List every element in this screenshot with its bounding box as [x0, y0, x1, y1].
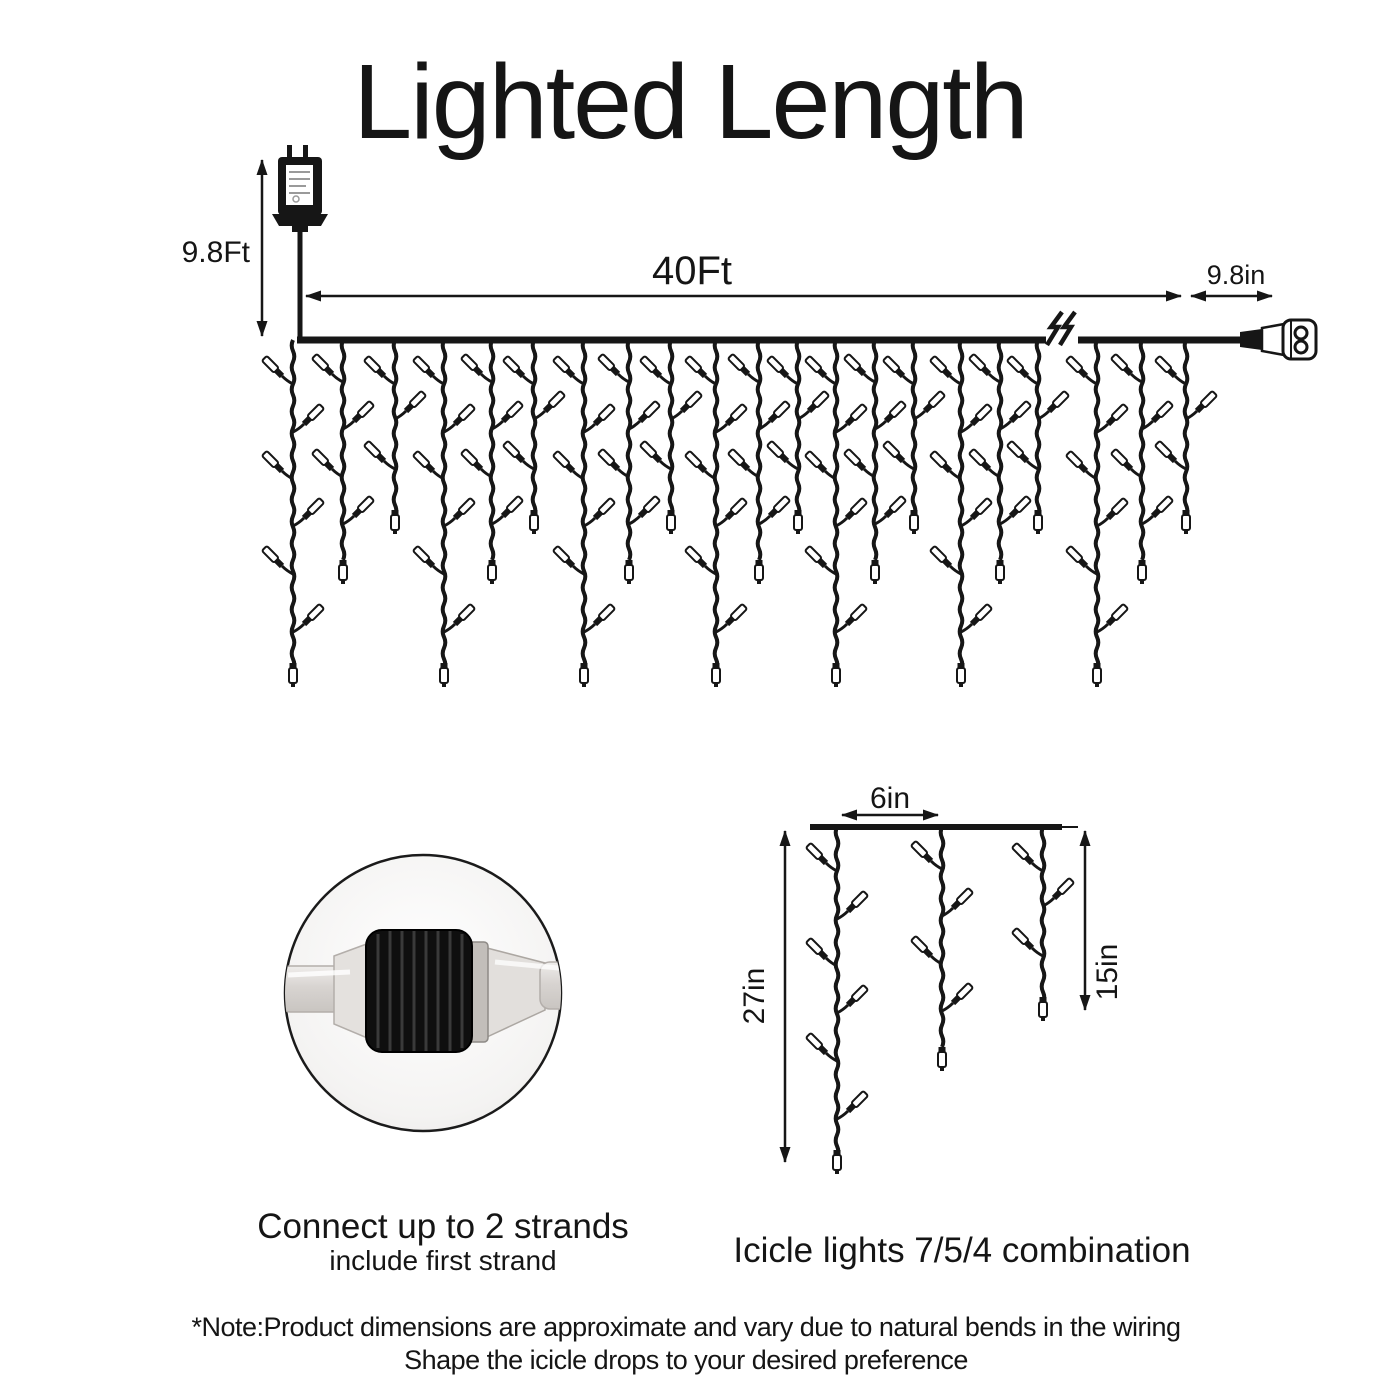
note-line2: Shape the icicle drops to your desired preference [404, 1345, 968, 1375]
light-bulb [930, 451, 953, 474]
light-bulb [1066, 356, 1089, 379]
tip-bulb [938, 1047, 946, 1071]
icicle-drop-medium [598, 340, 660, 584]
light-bulb [1111, 354, 1134, 377]
light-bulb [806, 938, 829, 961]
light-bulb [553, 356, 576, 379]
light-bulb [553, 546, 576, 569]
light-bulb [404, 391, 427, 414]
tip-bulb [832, 663, 840, 687]
tip-bulb [488, 560, 496, 584]
icicle-drop-medium [461, 340, 523, 584]
light-bulb [638, 496, 661, 519]
light-bulb [1106, 404, 1129, 427]
light-bulb [1009, 401, 1032, 424]
end-lead-label: 9.8in [1206, 260, 1266, 290]
light-bulb [453, 604, 476, 627]
icicle-drop-long [262, 340, 324, 687]
light-bulb [805, 356, 828, 379]
light-bulb [1106, 604, 1129, 627]
light-bulb [312, 354, 335, 377]
light-bulb [352, 401, 375, 424]
light-bulb [640, 441, 663, 464]
power-plug-icon [272, 145, 328, 340]
light-bulb [593, 404, 616, 427]
lighted-length-dimension [306, 249, 1181, 296]
light-bulb [352, 496, 375, 519]
tip-bulb [1034, 510, 1042, 534]
icicle-drop-short [1012, 827, 1074, 1021]
connect-subcaption: include first strand [329, 1245, 557, 1276]
light-bulb [503, 356, 526, 379]
mini-diagram [738, 782, 1124, 1174]
light-bulb [1155, 441, 1178, 464]
icicle-drop-medium [1111, 340, 1173, 584]
light-bulb [413, 451, 436, 474]
light-bulb [846, 1091, 869, 1114]
light-bulb [845, 404, 868, 427]
curtain-drops [262, 340, 1217, 687]
light-bulb [767, 356, 790, 379]
light-bulb [1007, 356, 1030, 379]
tip-bulb [1182, 510, 1190, 534]
icicle-drop-long [685, 340, 747, 687]
icicle-drop-long [806, 827, 868, 1174]
light-bulb [1009, 496, 1032, 519]
lead-length-label: 9.8Ft [181, 236, 250, 269]
icicle-drop-medium [728, 340, 790, 584]
tip-bulb [794, 510, 802, 534]
light-bulb [1106, 498, 1129, 521]
short-drop-label: 15in [1091, 943, 1124, 1001]
light-bulb [461, 449, 484, 472]
light-bulb [312, 449, 335, 472]
icicle-drop-medium [844, 340, 906, 584]
light-bulb [1012, 843, 1035, 866]
light-bulb [951, 983, 974, 1006]
light-bulb [930, 356, 953, 379]
combination-caption: Icicle lights 7/5/4 combination [733, 1231, 1191, 1270]
light-bulb [930, 546, 953, 569]
light-bulb [685, 451, 708, 474]
tip-bulb [530, 510, 538, 534]
light-bulb [501, 401, 524, 424]
light-bulb [503, 441, 526, 464]
light-bulb [970, 498, 993, 521]
tip-bulb [1093, 663, 1101, 687]
light-bulb [1151, 496, 1174, 519]
light-bulb [598, 449, 621, 472]
light-bulb [1195, 391, 1218, 414]
icicle-drop-short [364, 340, 426, 534]
long-drop-label: 27in [738, 967, 771, 1025]
light-bulb [1066, 546, 1089, 569]
light-bulb [1047, 391, 1070, 414]
tip-bulb [871, 560, 879, 584]
light-bulb [725, 498, 748, 521]
light-bulb [685, 356, 708, 379]
light-bulb [680, 391, 703, 414]
lighted-length-label: 40Ft [651, 249, 733, 293]
long-drop-dimension [738, 831, 785, 1162]
drop-spacing-label: 6in [869, 782, 911, 815]
light-bulb [883, 356, 906, 379]
tip-bulb [580, 663, 588, 687]
icicle-drop-medium [312, 340, 374, 584]
light-bulb [970, 604, 993, 627]
tip-bulb [957, 663, 965, 687]
light-bulb [725, 404, 748, 427]
tip-bulb [440, 663, 448, 687]
light-bulb [262, 356, 285, 379]
tip-bulb [833, 1150, 841, 1174]
tip-bulb [712, 663, 720, 687]
light-bulb [767, 441, 790, 464]
tip-bulb [667, 510, 675, 534]
light-bulb [453, 498, 476, 521]
light-bulb [806, 1033, 829, 1056]
tip-bulb [339, 560, 347, 584]
tip-bulb [391, 510, 399, 534]
light-bulb [1111, 449, 1134, 472]
light-bulb [725, 604, 748, 627]
light-bulb [461, 354, 484, 377]
light-bulb [501, 496, 524, 519]
light-bulb [807, 391, 830, 414]
light-bulb [685, 546, 708, 569]
light-bulb [846, 891, 869, 914]
light-bulb [728, 354, 751, 377]
light-bulb [453, 404, 476, 427]
light-bulb [543, 391, 566, 414]
light-bulb [1007, 441, 1030, 464]
light-bulb [805, 451, 828, 474]
mini-drops [806, 827, 1074, 1174]
light-bulb [805, 546, 828, 569]
light-bulb [593, 604, 616, 627]
light-bulb [951, 888, 974, 911]
light-bulb [768, 401, 791, 424]
light-bulb [640, 356, 663, 379]
short-drop-dimension [1085, 831, 1124, 1010]
tip-bulb [996, 560, 1004, 584]
light-bulb [806, 843, 829, 866]
light-bulb [845, 604, 868, 627]
light-bulb [883, 441, 906, 464]
light-bulb [768, 496, 791, 519]
light-bulb [884, 496, 907, 519]
light-bulb [1012, 928, 1035, 951]
light-bulb [911, 936, 934, 959]
light-bulb [970, 404, 993, 427]
light-bulb [884, 401, 907, 424]
tip-bulb [755, 560, 763, 584]
light-bulb [413, 546, 436, 569]
lead-length-dimension [182, 160, 262, 336]
light-bulb [302, 604, 325, 627]
light-bulb [923, 391, 946, 414]
light-bulb [262, 451, 285, 474]
icicle-drop-long [1066, 340, 1128, 687]
note-line1: *Note:Product dimensions are approximate and vary due to natural bends in the wiring [191, 1312, 1181, 1342]
light-bulb [638, 401, 661, 424]
light-bulb [728, 449, 751, 472]
tip-bulb [910, 510, 918, 534]
light-bulb [969, 449, 992, 472]
twist-coupler [366, 930, 472, 1052]
light-bulb [1155, 356, 1178, 379]
icicle-drop-medium [969, 340, 1031, 584]
light-bulb [302, 498, 325, 521]
page-title: Lighted Length [353, 43, 1027, 161]
light-bulb [1151, 401, 1174, 424]
light-bulb [413, 356, 436, 379]
icicle-drop-medium [911, 827, 973, 1071]
light-bulb [364, 441, 387, 464]
light-bulb [553, 451, 576, 474]
tip-bulb [625, 560, 633, 584]
light-bulb [911, 841, 934, 864]
end-connector-icon [1240, 320, 1316, 359]
light-bulb [262, 546, 285, 569]
light-bulb [844, 354, 867, 377]
tip-bulb [289, 663, 297, 687]
light-bulb [969, 354, 992, 377]
light-bulb [844, 449, 867, 472]
connector-closeup-circle [280, 855, 600, 1131]
light-bulb [1052, 878, 1075, 901]
wire-break-icon [1047, 312, 1075, 345]
light-bulb [1066, 451, 1089, 474]
light-bulb [845, 498, 868, 521]
end-lead-dimension [1191, 260, 1272, 296]
connect-caption: Connect up to 2 strands [257, 1207, 629, 1246]
icicle-drop-long [805, 340, 867, 687]
light-bulb [593, 498, 616, 521]
light-bulb [364, 356, 387, 379]
tip-bulb [1138, 560, 1146, 584]
light-bulb [846, 985, 869, 1008]
drop-spacing-dimension [842, 782, 938, 815]
tip-bulb [1039, 997, 1047, 1021]
light-bulb [598, 354, 621, 377]
light-bulb [302, 404, 325, 427]
